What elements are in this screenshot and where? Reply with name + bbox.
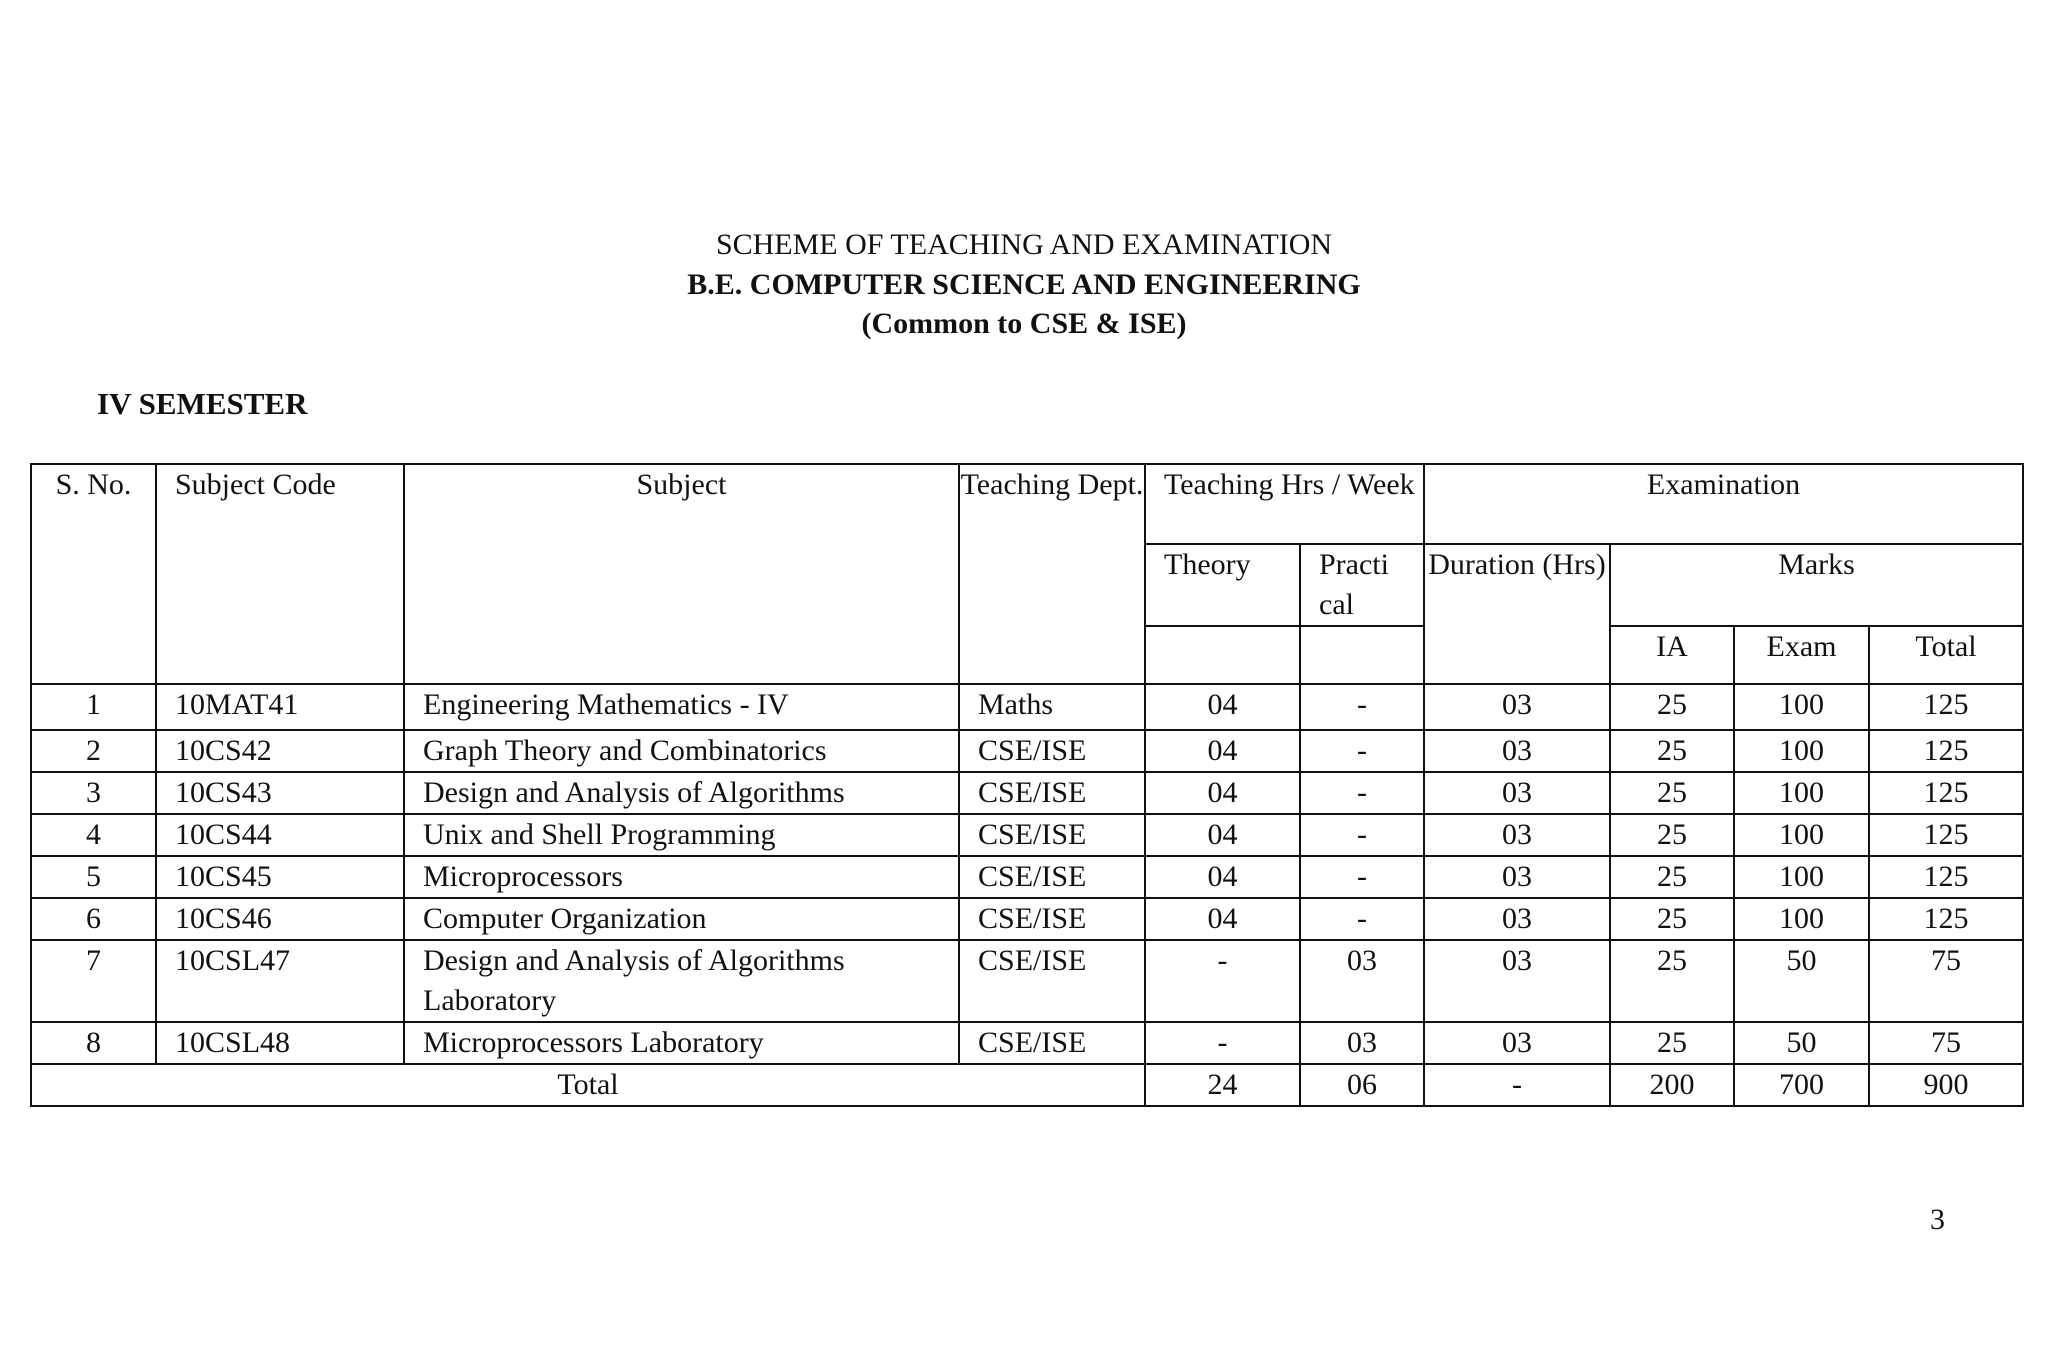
cell-practical: - — [1300, 898, 1424, 940]
header-subject: Subject — [404, 464, 959, 684]
cell-code: 10MAT41 — [156, 684, 404, 730]
cell-total: 75 — [1869, 940, 2023, 1022]
cell-total: 125 — [1869, 856, 2023, 898]
cell-duration: 03 — [1424, 730, 1610, 772]
cell-practical: 03 — [1300, 940, 1424, 1022]
header-theory: Theory — [1145, 544, 1300, 626]
cell-subject: Computer Organization — [404, 898, 959, 940]
cell-total: 125 — [1869, 772, 2023, 814]
table-row — [31, 940, 2023, 1022]
cell-ia: 25 — [1610, 684, 1734, 730]
cell-practical: - — [1300, 730, 1424, 772]
cell-duration: 03 — [1424, 684, 1610, 730]
cell-sno: 1 — [31, 684, 156, 730]
total-theory: 24 — [1145, 1064, 1300, 1106]
table-row — [31, 684, 2023, 730]
cell-exam: 100 — [1734, 856, 1869, 898]
cell-theory: - — [1145, 1022, 1300, 1064]
cell-theory: 04 — [1145, 898, 1300, 940]
cell-sno: 8 — [31, 1022, 156, 1064]
cell-subject: Microprocessors — [404, 856, 959, 898]
cell-practical: - — [1300, 772, 1424, 814]
cell-theory: 04 — [1145, 856, 1300, 898]
cell-code: 10CSL48 — [156, 1022, 404, 1064]
cell-duration: 03 — [1424, 814, 1610, 856]
header-examination: Examination — [1424, 464, 2023, 544]
header-exam: Exam — [1734, 626, 1869, 684]
cell-exam: 50 — [1734, 940, 1869, 1022]
cell-subject: Design and Analysis of Algorithms — [404, 772, 959, 814]
cell-subject: Microprocessors Laboratory — [404, 1022, 959, 1064]
cell-sno: 7 — [31, 940, 156, 1022]
cell-dept: CSE/ISE — [959, 856, 1145, 898]
cell-subject: Engineering Mathematics - IV — [404, 684, 959, 730]
cell-dept: CSE/ISE — [959, 898, 1145, 940]
cell-sno: 5 — [31, 856, 156, 898]
cell-exam: 100 — [1734, 898, 1869, 940]
program-title: B.E. COMPUTER SCIENCE AND ENGINEERING — [687, 268, 1361, 301]
cell-subject: Graph Theory and Combinatorics — [404, 730, 959, 772]
total-total: 900 — [1869, 1064, 2023, 1106]
cell-theory: - — [1145, 940, 1300, 1022]
cell-sno: 3 — [31, 772, 156, 814]
cell-total: 125 — [1869, 898, 2023, 940]
cell-total: 125 — [1869, 730, 2023, 772]
cell-duration: 03 — [1424, 940, 1610, 1022]
cell-ia: 25 — [1610, 814, 1734, 856]
cell-duration: 03 — [1424, 772, 1610, 814]
cell-duration: 03 — [1424, 856, 1610, 898]
cell-dept: CSE/ISE — [959, 940, 1145, 1022]
table-row — [31, 772, 2023, 814]
total-row — [31, 1064, 2023, 1106]
cell-theory: 04 — [1145, 684, 1300, 730]
header-ia: IA — [1610, 626, 1734, 684]
cell-sno: 6 — [31, 898, 156, 940]
cell-code: 10CS43 — [156, 772, 404, 814]
cell-code: 10CS44 — [156, 814, 404, 856]
cell-code: 10CSL47 — [156, 940, 404, 1022]
total-practical: 06 — [1300, 1064, 1424, 1106]
cell-total: 125 — [1869, 684, 2023, 730]
table-row — [31, 814, 2023, 856]
cell-dept: CSE/ISE — [959, 1022, 1145, 1064]
table-row — [31, 856, 2023, 898]
header-teaching-hrs: Teaching Hrs / Week — [1145, 464, 1424, 544]
cell-exam: 100 — [1734, 772, 1869, 814]
cell-duration: 03 — [1424, 1022, 1610, 1064]
cell-code: 10CS46 — [156, 898, 404, 940]
cell-dept: CSE/ISE — [959, 814, 1145, 856]
table-row — [31, 1022, 2023, 1064]
semester-heading: IV SEMESTER — [97, 386, 308, 421]
cell-ia: 25 — [1610, 898, 1734, 940]
cell-sno: 2 — [31, 730, 156, 772]
total-ia: 200 — [1610, 1064, 1734, 1106]
cell-dept: CSE/ISE — [959, 730, 1145, 772]
cell-exam: 50 — [1734, 1022, 1869, 1064]
cell-practical: - — [1300, 856, 1424, 898]
page-number: 3 — [1930, 1203, 1945, 1236]
cell-subject: Design and Analysis of Algorithms Laboratory — [404, 940, 959, 1022]
cell-theory: 04 — [1145, 772, 1300, 814]
cell-sno: 4 — [31, 814, 156, 856]
total-duration: - — [1424, 1064, 1610, 1106]
total-exam: 700 — [1734, 1064, 1869, 1106]
header-sno: S. No. — [31, 464, 156, 684]
table-row — [31, 898, 2023, 940]
header-duration: Duration (Hrs) — [1424, 544, 1610, 684]
cell-ia: 25 — [1610, 730, 1734, 772]
cell-code: 10CS42 — [156, 730, 404, 772]
document-title: SCHEME OF TEACHING AND EXAMINATION — [715, 228, 1333, 261]
cell-total: 75 — [1869, 1022, 2023, 1064]
cell-code: 10CS45 — [156, 856, 404, 898]
header-theory-blank — [1145, 626, 1300, 684]
cell-total: 125 — [1869, 814, 2023, 856]
header-practical-blank — [1300, 626, 1424, 684]
cell-ia: 25 — [1610, 1022, 1734, 1064]
header-subject-code: Subject Code — [156, 464, 404, 684]
program-subtitle: (Common to CSE & ISE) — [861, 307, 1187, 340]
cell-dept: CSE/ISE — [959, 772, 1145, 814]
header-practical: Practi cal — [1300, 544, 1424, 626]
table-row — [31, 730, 2023, 772]
cell-practical: 03 — [1300, 1022, 1424, 1064]
cell-exam: 100 — [1734, 814, 1869, 856]
header-teaching-dept: Teaching Dept. — [959, 464, 1145, 684]
header-row-1 — [31, 464, 2023, 544]
cell-practical: - — [1300, 814, 1424, 856]
header-marks: Marks — [1610, 544, 2023, 626]
cell-theory: 04 — [1145, 814, 1300, 856]
cell-ia: 25 — [1610, 940, 1734, 1022]
scheme-table — [30, 463, 2024, 1107]
cell-subject: Unix and Shell Programming — [404, 814, 959, 856]
cell-ia: 25 — [1610, 772, 1734, 814]
cell-exam: 100 — [1734, 684, 1869, 730]
cell-dept: Maths — [959, 684, 1145, 730]
cell-theory: 04 — [1145, 730, 1300, 772]
cell-duration: 03 — [1424, 898, 1610, 940]
header-total: Total — [1869, 626, 2023, 684]
cell-practical: - — [1300, 684, 1424, 730]
cell-exam: 100 — [1734, 730, 1869, 772]
total-label: Total — [31, 1064, 1145, 1106]
cell-ia: 25 — [1610, 856, 1734, 898]
